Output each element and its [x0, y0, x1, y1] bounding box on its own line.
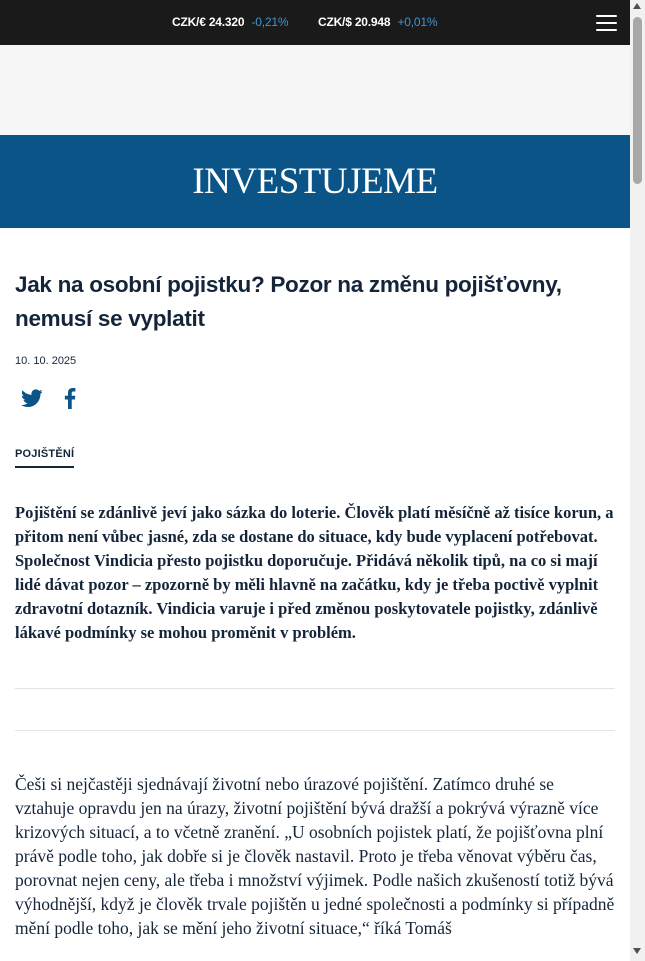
article-category-tag[interactable]: POJIŠTĚNÍ — [15, 448, 74, 468]
scroll-down-arrow-icon[interactable] — [633, 948, 641, 954]
divider — [15, 730, 615, 731]
ticker-eur[interactable] — [172, 15, 288, 29]
scrollbar-thumb[interactable] — [633, 17, 642, 184]
ticker-usd[interactable] — [318, 15, 437, 29]
article-date: 10. 10. 2025 — [15, 355, 77, 367]
currency-ticker-bar — [0, 0, 630, 45]
article-body-paragraph: Češi si nejčastěji sjednávají životní nebo úrazové pojištění. Zatímco druhé se vztahuje opravdu jen na úrazy, životní pojištění bývá dražší a pokrývá výrazně více krizových situací, a to včetně zranění. „U osobních pojistek platí, že pojišťovna plní právě podle toho, jak dobře si je člověk nastavil. Proto je třeba věnovat výběru čas, porovnat nejen ceny, ale třeba i množství výjimek. Podle našich zkušeností totiž bývá výhodnější, když je člověk trvale pojištěn u jedné společnosti a podmínky si případně mění podle toho, jak se mění jeho životní situace,“ říká Tomáš — [15, 774, 615, 938]
ticker-usd-value: 20.948 — [354, 15, 391, 29]
divider — [15, 688, 615, 689]
article-lead: Pojištění se zdánlivě jeví jako sázka do loterie. Člověk platí měsíčně až tisíce korun, a přitom není vůbec jasné, zda se dostane do situace, kdy bude vyplacení potřebovat. Společnost Vindicia přesto pojistku doporučuje. Přidává několik tipů, na co si mají lidé dávat pozor – zpozorně by měli hlavně na začátku, kdy je třeba poctivě vyplnit zdravotní dotazník. Vindicia varuje i před změnou poskytovatele pojistky, zdánlivě lákavé podmínky se mohou proměnit v problém. — [15, 503, 614, 642]
article-title: Jak na osobní pojistku? Pozor na změnu pojišťovny, nemusí se vyplatit — [15, 272, 562, 331]
ad-slot — [0, 45, 630, 135]
ticker-usd-change: +0,01% — [397, 15, 438, 29]
ticker-eur-change: -0,21% — [251, 15, 289, 29]
ticker-usd-pair: CZK/$ — [318, 15, 352, 29]
hamburger-menu-icon[interactable] — [596, 14, 617, 31]
facebook-icon[interactable] — [63, 388, 77, 409]
scroll-up-arrow-icon[interactable] — [633, 3, 641, 9]
ticker-eur-pair: CZK/€ — [172, 15, 206, 29]
site-logo[interactable]: INVESTUJEME — [192, 161, 438, 202]
ticker-eur-value: 24.320 — [208, 15, 245, 29]
twitter-icon[interactable] — [21, 389, 43, 408]
